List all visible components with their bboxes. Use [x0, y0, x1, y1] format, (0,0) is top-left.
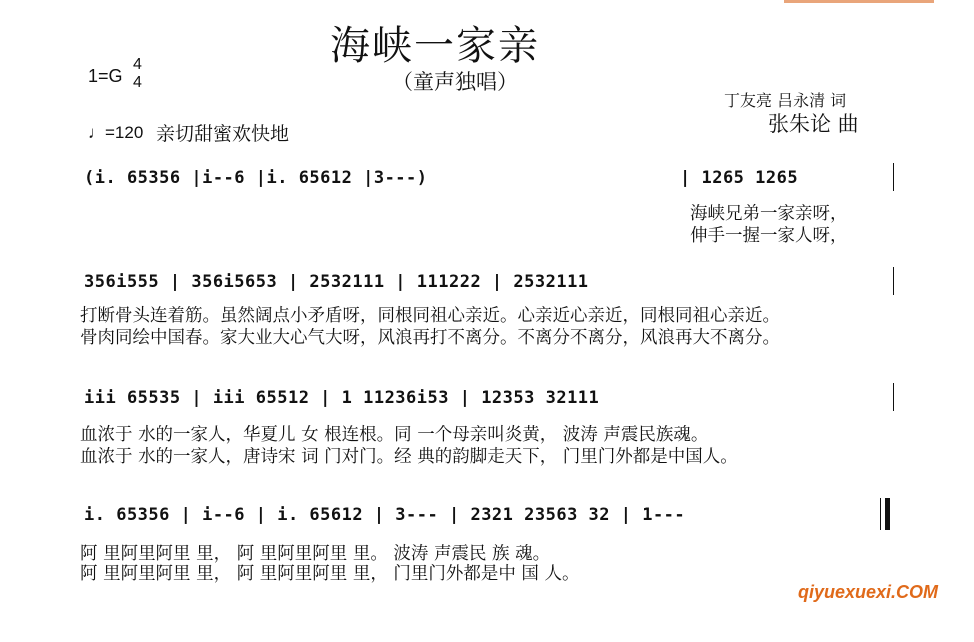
system4-lyric-verse2: 阿 里阿里阿里 里， 阿 里阿里阿里 里， 门里门外都是中 国 人。 — [80, 564, 580, 584]
composer-credit: 张朱论 曲 — [768, 112, 859, 136]
barline — [893, 267, 894, 295]
system1-lyric-verse2: 伸手一握一家人呀， — [690, 226, 848, 246]
time-signature-bottom: 4 — [133, 74, 142, 91]
song-title: 海峡一家亲 — [330, 23, 540, 69]
barline — [893, 383, 894, 411]
system3-lyric-verse2: 血浓于 水的一家人，唐诗宋 词 门对门。经 典的韵脚走天下， 门里门外都是中国人。 — [80, 447, 738, 467]
system1-notes-intro: (i. 65356 |i--6 |i. 65612 |3---) — [84, 168, 428, 188]
system3-lyric-verse1: 血浓于 水的一家人，华夏儿 女 根连根。同 一个母亲叫炎黄， 波涛 声震民族魂。 — [80, 425, 709, 445]
final-barline-thin — [880, 498, 881, 530]
time-signature — [133, 56, 142, 92]
song-subtitle: （童声独唱） — [392, 70, 518, 94]
time-signature-top: 4 — [133, 56, 142, 73]
barline — [893, 163, 894, 191]
system4-notes: i. 65356 | i--6 | i. 65612 | 3--- | 2321 23563 32 | 1--- — [84, 505, 686, 525]
system3-notes: iii 65535 | iii 65512 | 1 11236i53 | 12353 32111 — [84, 388, 600, 408]
system4-lyric-verse1: 阿 里阿里阿里 里， 阿 里阿里阿里 里。 波涛 声震民 族 魂。 — [80, 544, 551, 564]
lyricist-credit: 丁友亮 吕永清 词 — [724, 91, 847, 110]
system2-lyric-verse2: 骨肉同绘中国春。家大业大心气大呀，风浪再打不离分。不离分不离分，风浪再大不离分。 — [80, 328, 780, 348]
top-decor-band — [784, 0, 934, 3]
system1-lyric-verse1: 海峡兄弟一家亲呀， — [690, 204, 848, 224]
key-signature: 1=G — [88, 66, 123, 86]
system2-lyric-verse1: 打断骨头连着筋。虽然阔点小矛盾呀，同根同祖心亲近。心亲近心亲近，同根同祖心亲近。 — [80, 306, 780, 326]
system2-notes: 356i555 | 356i5653 | 2532111 | 111222 | 2532111 — [84, 272, 589, 292]
site-watermark: qiyuexuexi.COM — [797, 582, 938, 602]
final-barline-thick — [885, 498, 890, 530]
system1-notes-verse: | 1265 1265 — [680, 168, 799, 188]
expression-mark: 亲切甜蜜欢快地 — [156, 123, 290, 145]
tempo-mark: ♩=120 — [88, 123, 144, 142]
